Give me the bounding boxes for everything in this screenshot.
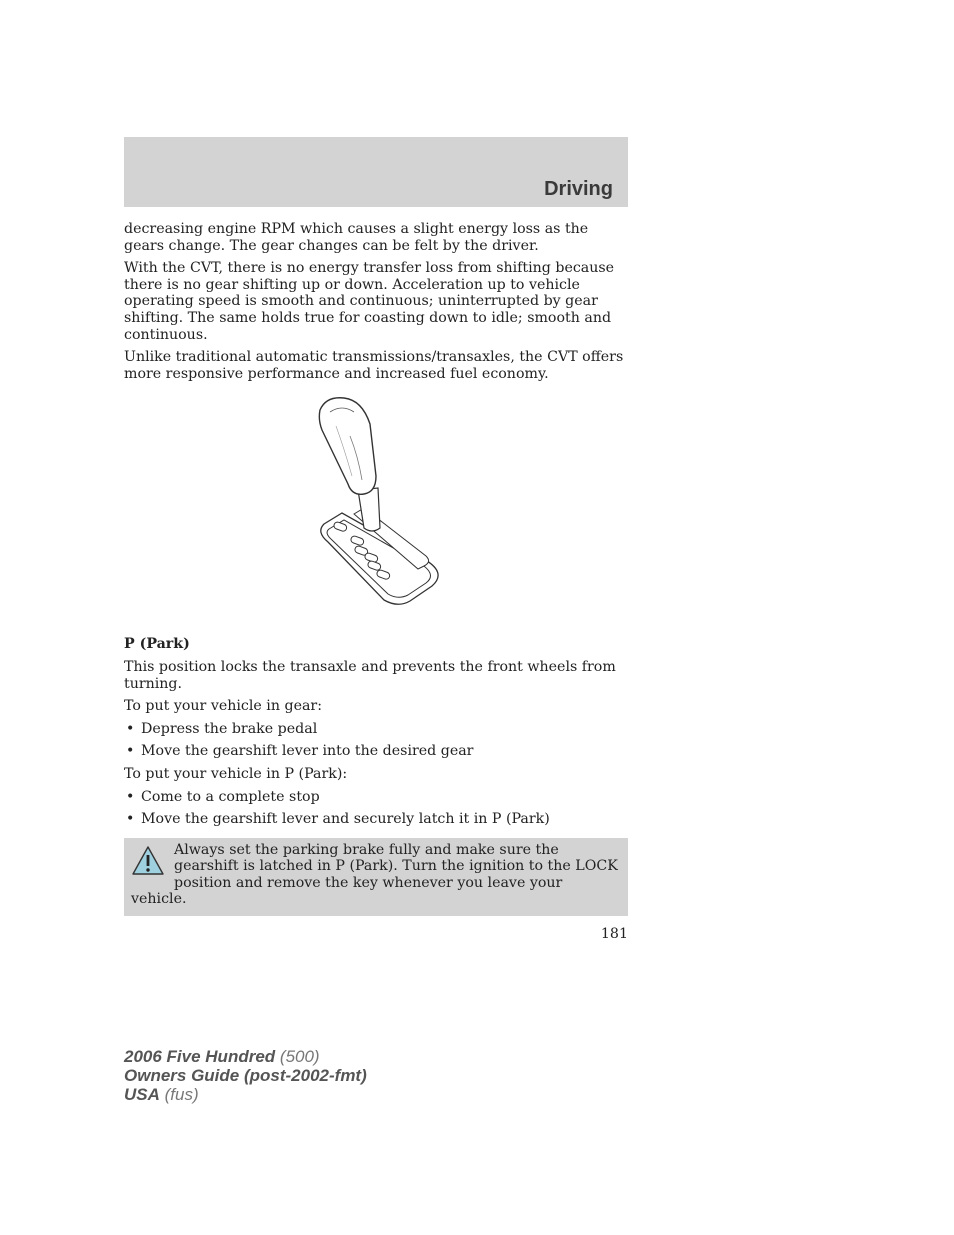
bullet-icon: • — [126, 720, 135, 737]
body-paragraph: Unlike traditional automatic transmissions/transaxles, the CVT offers more responsive performance and increased fuel economy. — [124, 349, 624, 382]
list-item-text: Move the gearshift lever into the desired gear — [141, 743, 474, 760]
body-paragraph: decreasing engine RPM which causes a slight energy loss as the gears change. The gear changes can be felt by the driver. — [124, 221, 589, 254]
in-gear-intro: To put your vehicle in gear: — [124, 698, 322, 715]
footer-market: USA — [124, 1085, 160, 1104]
page-number: 181 — [600, 926, 628, 942]
footer-model-code: (500) — [279, 1047, 320, 1066]
page-content — [124, 221, 628, 916]
footer-model: 2006 Five Hundred — [124, 1047, 276, 1066]
gearshift-lever-illustration — [314, 396, 454, 616]
warning-text: Always set the parking brake fully and make sure the gearshift is latched in P (Park). Turn the ignition to the LOCK position and remove the key whenever you leave your vehicle. — [131, 841, 618, 908]
list-item — [124, 811, 628, 828]
park-description: This position locks the transaxle and prevents the front wheels from turning. — [124, 658, 616, 692]
list-item — [124, 789, 628, 806]
warning-box — [124, 838, 628, 916]
footer-market-code: (fus) — [164, 1085, 199, 1104]
park-heading: P (Park) — [124, 636, 190, 653]
warning-triangle-icon — [131, 845, 165, 877]
list-item — [124, 721, 628, 738]
list-item-text: Come to a complete stop — [141, 788, 320, 805]
bullet-icon: • — [126, 743, 135, 760]
bullet-icon: • — [126, 788, 135, 805]
body-paragraph: With the CVT, there is no energy transfer loss from shifting because there is no gear shifting up or down. Acceleration up to vehicle operating speed is smooth and continuous; uninterrupted by gear shifting. The same holds true for coasting down to idle; smooth and continuous. — [124, 260, 615, 343]
list-item-text: Depress the brake pedal — [141, 720, 318, 737]
footer-guide-name: Owners Guide (post-2002-fmt) — [124, 1066, 367, 1085]
list-item — [124, 743, 628, 760]
footer-document-info — [124, 1047, 367, 1104]
in-park-intro: To put your vehicle in P (Park): — [124, 765, 348, 782]
section-header-band — [124, 137, 628, 207]
list-item-text: Move the gearshift lever and securely latch it in P (Park) — [141, 811, 550, 828]
section-title: Driving — [544, 178, 613, 200]
bullet-icon: • — [126, 811, 135, 828]
